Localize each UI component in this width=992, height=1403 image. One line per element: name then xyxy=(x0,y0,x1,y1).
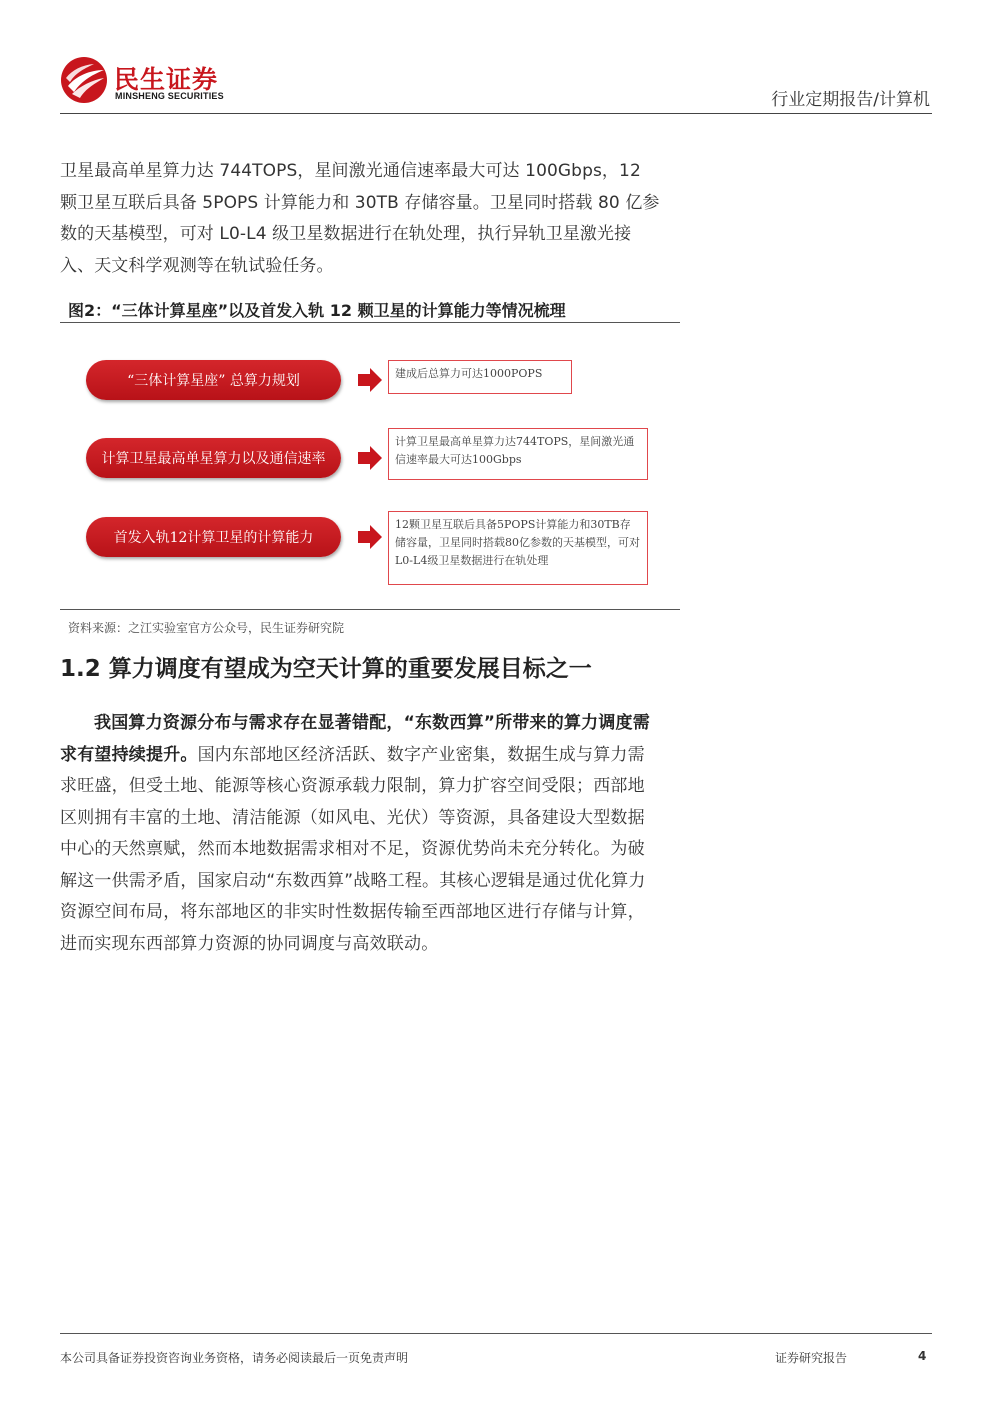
figure-title: 图2：“三体计算星座”以及首发入轨 12 颗卫星的计算能力等情况梳理 xyxy=(68,301,566,320)
figure-row-detail: 计算卫星最高单星算力达744TOPS，星间激光通信速率最大可达100Gbps xyxy=(388,428,648,480)
paragraph-lead: 我国算力资源分布与需求存在显著错配，“东数西算”所带来的算力调度需求有望持续提升。 xyxy=(60,713,650,765)
figure-row-detail: 建成后总算力可达1000POPS xyxy=(388,360,572,394)
footer-divider xyxy=(60,1333,932,1334)
logo-chinese-name: 民生证券 xyxy=(114,65,219,94)
intro-paragraph: 卫星最高单星算力达 744TOPS，星间激光通信速率最大可达 100Gbps，12 颗卫星互联后具备 5POPS 计算能力和 30TB 存储容量。卫星同时搭载 80 亿参数的天基模型，可对 L0-L4 级卫星数据进行在轨处理，执行异轨卫星激光接入、天文科学观测等在轨试验任务。 xyxy=(60,161,660,276)
figure-source: 资料来源：之江实验室官方公众号，民生证券研究院 xyxy=(68,621,345,635)
section-heading: 1.2 算力调度有望成为空天计算的重要发展目标之一 xyxy=(60,656,592,682)
figure-row-label: “三体计算星座” 总算力规划 xyxy=(86,360,341,400)
logo-mark-icon xyxy=(60,56,108,104)
figure-row-detail: 12颗卫星互联后具备5POPS计算能力和30TB存储容量，卫星同时搭载80亿参数的天基模型，可对L0-L4级卫星数据进行在轨处理 xyxy=(388,511,648,585)
footer-disclaimer: 本公司具备证券投资咨询业务资格，请务必阅读最后一页免责声明 xyxy=(60,1351,409,1365)
footer-report-type: 证券研究报告 xyxy=(775,1351,848,1365)
right-arrow-icon xyxy=(357,367,383,393)
company-logo xyxy=(60,56,250,106)
page-number: 4 xyxy=(918,1349,927,1363)
paragraph-body: 国内东部地区经济活跃、数字产业密集，数据生成与算力需求旺盛，但受土地、能源等核心资源承载力限制，算力扩容空间受限；西部地区则拥有丰富的土地、清洁能源（如风电、光伏）等资源，具备建设大型数据中心的天然禀赋，然而本地数据需求相对不足，资源优势尚未充分转化。为破解这一供需矛盾，国家启动“东数西算”战略工程。其核心逻辑是通过优化算力资源空间布局，将东部地区的非实时性数据传输至西部地区进行存储与计算，进而实现东西部算力资源的协同调度与高效联动。 xyxy=(60,744,646,954)
figure-bottom-rule xyxy=(60,609,680,610)
figure-row-label: 首发入轨12计算卫星的计算能力 xyxy=(86,517,341,557)
right-arrow-icon xyxy=(357,445,383,471)
section-paragraph xyxy=(60,708,655,960)
header-divider xyxy=(60,113,932,114)
right-arrow-icon xyxy=(357,524,383,550)
report-category: 行业定期报告/计算机 xyxy=(771,90,930,110)
figure-row-label: 计算卫星最高单星算力以及通信速率 xyxy=(86,438,341,478)
figure-top-rule xyxy=(60,322,680,323)
logo-english-name: MINSHENG SECURITIES xyxy=(115,91,224,101)
